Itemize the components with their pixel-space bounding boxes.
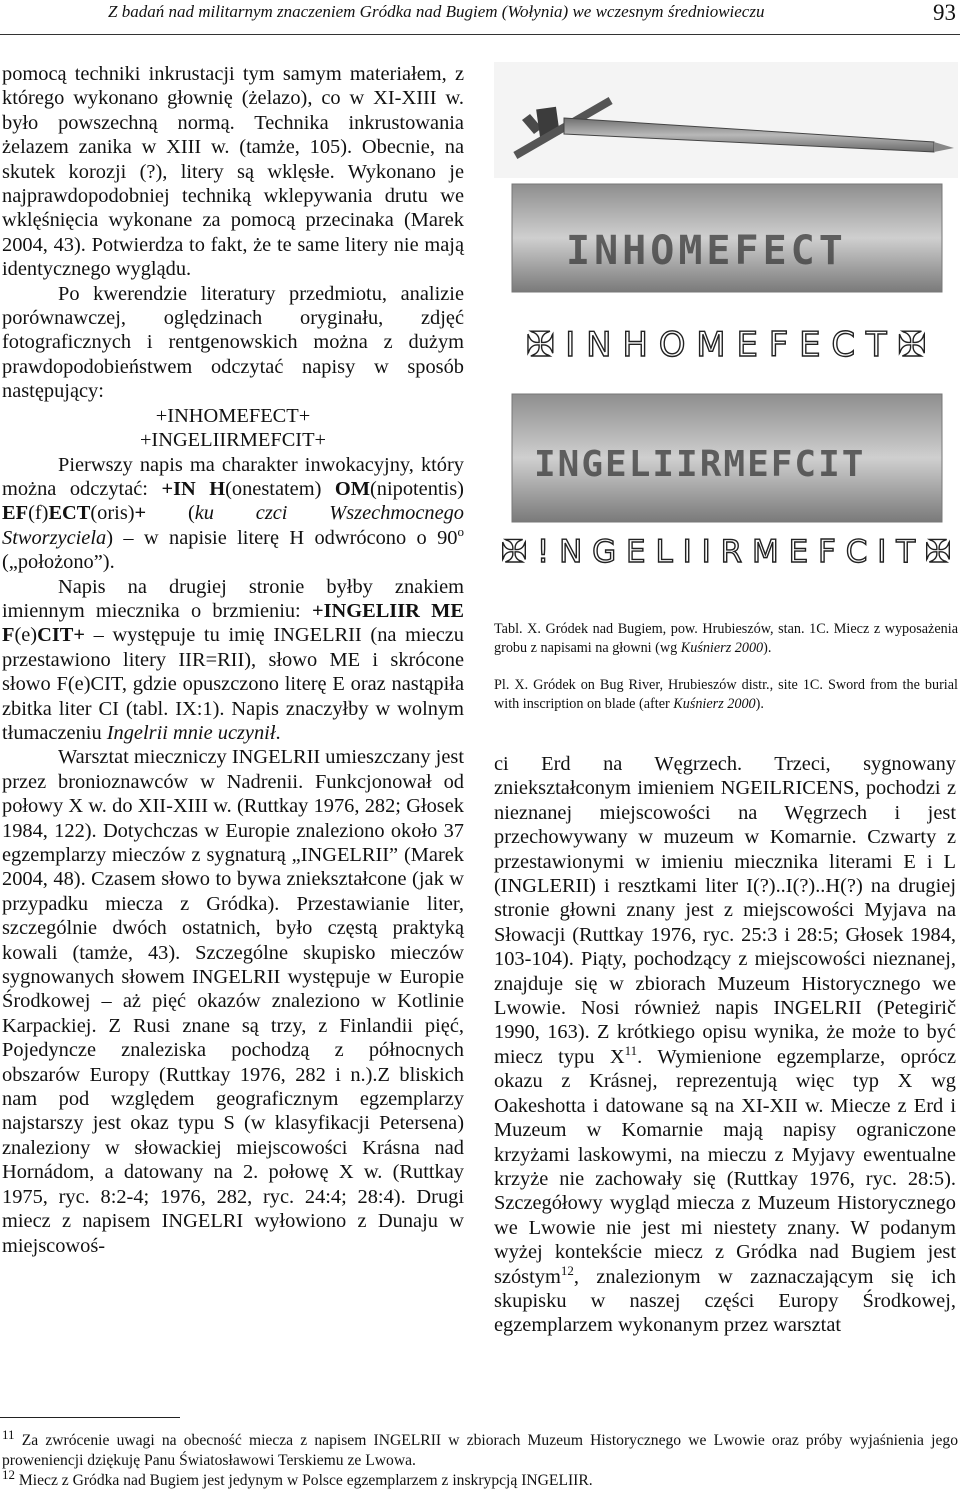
- caption-polish: [494, 620, 958, 658]
- caption-pl-end: ).: [763, 640, 772, 656]
- degree-sup: o: [457, 523, 464, 539]
- right-text-2: . Wymienione egzemplarze, oprócz okazu z Krásnej, reprezentują więc typ X wg Oakeshotta i datowane są na XI-XII w. Miecze z Erd i Muzeum w Komarnie mają napisy ograniczone krzyżami laskowymi, na mieczu z Myjavy ewentualne krzyże nie zachowały się (Ruttkay 1976, ryc. 28:5). Szczegółowy wygląd miecza z Muzeum Historycznego we Lwowie nie jest mi niestety znany. W podanym wyżej kontekście miecz z Gródka nad Bugiem jest szóstym: [494, 1045, 956, 1288]
- p3-bold-1: +IN H: [161, 477, 226, 500]
- paragraph-2: Po kwerendzie literatury przedmiotu, analizie porównawczej, oględzinach oryginału, zdjęć fotograficznych i rentgenowskich można z dużym prawdopodobieństwem odczytać napisy w sposób następujący:: [2, 282, 464, 403]
- p3-bold-3: EF: [2, 502, 29, 525]
- svg-text:INHOMEFECT: INHOMEFECT: [566, 228, 847, 274]
- footnote-number: 11: [2, 1426, 15, 1442]
- inscription-1: +INHOMEFECT+: [155, 404, 311, 427]
- paragraph-4: [2, 575, 464, 746]
- footnote-ref-12: 12: [560, 1262, 574, 1278]
- drawn-inscription-1: ✠ I N H O M E F E C T ✠: [525, 325, 927, 365]
- caption-en-italic: Kuśnierz 2000: [673, 696, 756, 712]
- paragraph-1: pomocą techniki inkrustacji tym samym materiałem, z którego wykonano głownię (żelazo), co w XI-XIII w. było powszechną normą. Technika inkrustowania żelazem zanika w XIII w. (tamże, 105). Obecnie, na skutek korozji (?), litery są wklęsłe. Wykonano je najprawdopodobniej techniką wklepywania drutu we wklęśnięcia wykonane za pomocą przecinaka (Marek 2004, 43). Potwierdza to fakt, że te same litery nie mają identycznego wyglądu.: [2, 63, 464, 281]
- p3-text-c2: (nipotentis): [369, 477, 464, 500]
- p4-text-c2: – występuje tu imię INGELRII (na mieczu przestawiono litery IIR=RII), słowo ME i skrócone słowo F(e)CIT, gdzie opuszczono literę E oraz nastąpiła zbitka liter CI (tabl. IX:1). Napis znaczyłby w wolnym tłumaczeniu: [2, 624, 464, 744]
- footnote-rule: [0, 1417, 180, 1418]
- caption-pl-italic: Kuśnierz 2000: [680, 640, 764, 656]
- p4-text-c1: (e): [14, 624, 38, 647]
- p3-text-a: Pierwszy napis ma charakter inwokacyjny, który można odczytać:: [2, 453, 464, 500]
- footnote-text: Za zwrócenie uwagi na obecność miecza z napisem INGELRII w zbiorach Muzeum Historycznego we Lwowie oraz próby wyjaśnienia jego proweniencji dziękuję Panu Światosławowi Terskiemu ze Lwowa.: [2, 1432, 958, 1469]
- blade-closeup-2: [512, 394, 942, 522]
- drawn-inscription-2: ✠ ! N G E L I I R M E F C I T ✠: [501, 534, 951, 570]
- p4-text-a: Napis na drugiej stronie byłby znakiem imiennym miecznika o brzmieniu:: [2, 575, 464, 622]
- header-rule: [0, 34, 960, 35]
- p3-text-c4: (oris): [90, 502, 135, 525]
- footnote-text: Miecz z Gródka nad Bugiem jest jedynym w Polsce egzemplarzem z inskrypcją INGELIIR.: [15, 1472, 593, 1489]
- sword-figure-svg: [494, 62, 958, 610]
- running-header: [0, 0, 960, 36]
- p3-bold-2: OM: [334, 477, 370, 500]
- footnote-number: 12: [2, 1466, 15, 1482]
- caption-english: [494, 676, 958, 714]
- p4-text-c3: .: [275, 721, 281, 744]
- right-text-3: , znalezionym w zaznaczającym się ich skupisku w naszej części Europy Środkowej, egzemplarzem wykonanym przez warsztat: [494, 1265, 956, 1337]
- p3-text-c1: (onestatem): [225, 477, 335, 500]
- right-text-1: ci Erd na Węgrzech. Trzeci, sygnowany zniekształconym imieniem NGEILRICENS, pochodzi z nieznanej miejscowości na Węgrzech i jest przechowywany w muzeum w Komarnie. Czwarty z przestawionymi w imieniu miecznika literami E i L (INGLERII) i resztkami liter I(?)..I(?)..H(?) na drugiej stronie głowni znany jest z miejscowości Myjava na Słowacji (Ruttkay 1976, ryc. 25:3 i 28:5; Głosek 1984, 103-104). Piąty, pochodzący z miejscowości nieznanej, znajduje się w zbiorach Muzeum Historycznego we Lwowie. Nosi również napis INGELRII (Petegirič 1990, 163). Z krótkiego opisu wynika, że może to być miecz typu X: [494, 753, 956, 1068]
- caption-en-end: ).: [755, 696, 764, 712]
- footnote-ref-11: 11: [624, 1043, 638, 1059]
- footnote-12: [2, 1466, 958, 1491]
- p4-italic: Ingelrii mnie uczynił: [106, 721, 276, 744]
- caption-pl-text: Tabl. X. Gródek nad Bugiem, pow. Hrubieszów, stan. 1C. Miecz z wyposażenia grobu z napisami na głowni (wg: [494, 621, 958, 656]
- p3-text-c5: (: [146, 502, 195, 525]
- svg-text:INGELIIRMEFCIT: INGELIIRMEFCIT: [534, 444, 866, 485]
- inscription-2: +INGELIIRMEFCIT+: [139, 429, 327, 452]
- paragraph-5: Warsztat mieczniczy INGELRII umieszczany jest przez bronioznawców w Nadrenii. Funkcjonował od połowy X w. do XII-XIII w. (Ruttkay 1976, 282; Głosek 1984, 122). Dotychczas w Europie znaleziono około 37 egzemplarzy mieczów z sygnaturą „INGELRII” (Marek 2004, 48). Czasem słowo to bywa zniekształcone (jak w przypadku miecza z Gródka). Przestawianie liter, szczególnie dwóch ostatnich, było częstą praktyką kowali (tamże, 43). Szczególne skupisko mieczów sygnowanych słowem INGELRII występuje w Europie Środkowej – aż pięć okazów znaleziono w Kotlinie Karpackiej. Z Rusi znane są trzy, z Finlandii pięć, Pojedyncze znaleziska pochodzą z północnych obszarów Europy (Ruttkay 1976, 282 i n.).Z bliskich nam pod względem geograficznym egzemplarzy najstarszy jest okaz typu S (w klasyfikacji Petersena) znaleziony w słowackiej miejscowości Krásna nad Hornádom, a datowany na 2. połowę X w. (Ruttkay 1975, ryc. 8:2-4; 1976, 282, ryc. 24:4; 28:4). Drugi miecz z napisem INGELRI wyłowiono z Dunaju w miejscowoś-: [2, 746, 464, 1257]
- p3-text-c6: ) – w napisie literę H odwrócono o 90: [106, 526, 458, 549]
- p4-bold-1: +INGELIIR ME F: [2, 599, 464, 647]
- p3-text-c3: (f): [28, 502, 49, 525]
- paragraph-3: [2, 453, 464, 575]
- p3-bold-5: +: [134, 502, 147, 525]
- page-number: 93: [933, 0, 956, 25]
- p3-bold-4: ECT: [48, 502, 91, 525]
- sword-figure: [494, 62, 958, 610]
- footnotes: [2, 1426, 958, 1491]
- running-title: Z badań nad militarnym znaczeniem Gródka nad Bugiem (Wołynia) we wczesnym średniowieczu: [108, 2, 765, 21]
- sword-photo: [494, 62, 958, 178]
- p3-text-c7: („położono”).: [2, 551, 115, 574]
- footnote-11: [2, 1426, 958, 1471]
- caption-en-text: Pl. X. Gródek on Bug River, Hrubieszów distr., site 1C. Sword from the burial with inscription on blade (after: [494, 677, 958, 712]
- right-paragraph: [494, 752, 956, 1338]
- left-column: [2, 62, 464, 1258]
- right-column: [494, 752, 956, 1338]
- p4-bold-2: CIT+: [37, 624, 85, 647]
- p3-italic: ku czci Wszechmocnego Stworzyciela: [2, 502, 465, 549]
- blade-closeup-1: [512, 184, 942, 292]
